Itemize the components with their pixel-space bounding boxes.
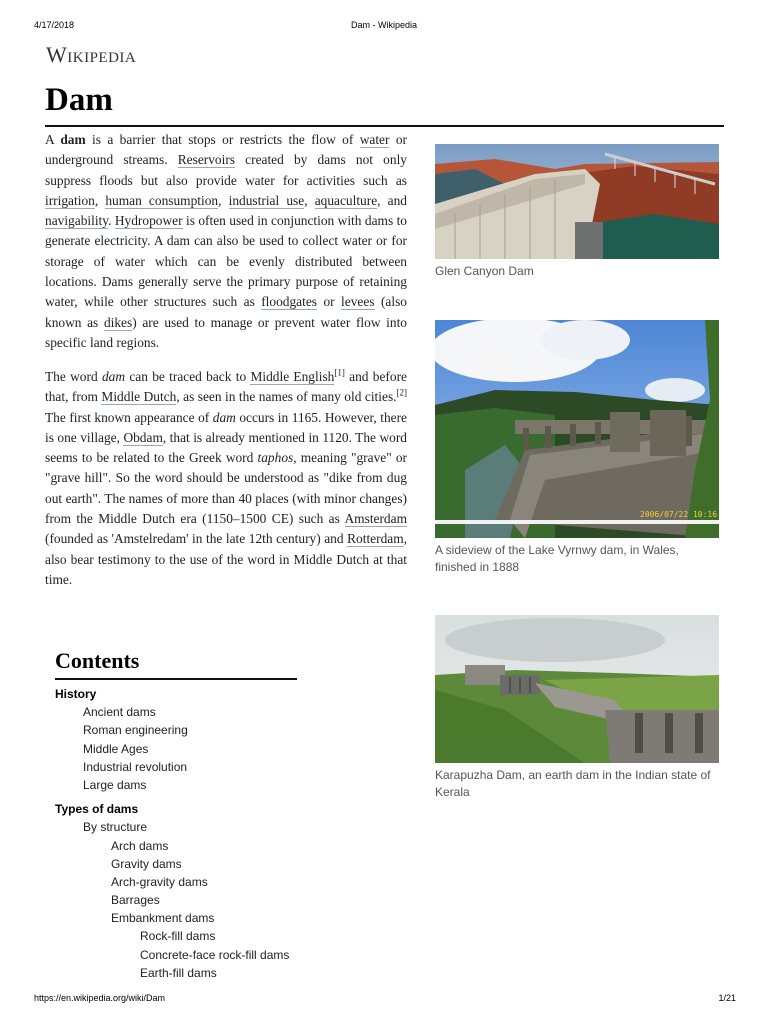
title-divider	[45, 125, 724, 127]
link-navigability[interactable]: navigability	[45, 213, 109, 229]
link-reservoirs[interactable]: Reservoirs	[177, 152, 236, 168]
link-middle-dutch[interactable]: Middle Dutch	[101, 389, 177, 405]
link-industrial-use[interactable]: industrial use	[228, 192, 305, 208]
link-rotterdam[interactable]: Rotterdam	[347, 531, 404, 547]
figure-caption: Glen Canyon Dam	[435, 264, 534, 278]
link-floodgates[interactable]: floodgates	[261, 294, 317, 310]
toc-item[interactable]: Gravity dams	[111, 856, 182, 871]
figure-glen-canyon-dam	[435, 144, 719, 280]
bold-term-dam: dam	[60, 132, 86, 147]
link-human-consumption[interactable]: human consumption	[105, 192, 219, 208]
wikipedia-logo[interactable]: Wikipedia	[46, 42, 137, 67]
toc-item[interactable]: Earth-fill dams	[140, 965, 217, 980]
link-dikes[interactable]: dikes	[103, 314, 133, 330]
toc-item[interactable]: Industrial revolution	[83, 759, 188, 774]
contents-heading: Contents	[55, 648, 297, 680]
link-irrigation[interactable]: irrigation	[45, 192, 95, 208]
toc-list	[55, 685, 297, 982]
page-title: Dam	[45, 82, 113, 118]
toc-item[interactable]: Types of dams	[55, 802, 139, 817]
link-hydropower[interactable]: Hydropower	[114, 213, 183, 229]
toc-item[interactable]: Large dams	[83, 777, 147, 792]
figure-karapuzha-dam	[435, 615, 719, 801]
link-water[interactable]: water	[359, 132, 390, 147]
link-obdam[interactable]: Obdam	[123, 429, 163, 445]
link-middle-english[interactable]: Middle English	[250, 369, 335, 384]
print-date: 4/17/2018	[34, 20, 75, 30]
etymology-paragraph: The word dam can be traced back to Middle English[1] and before that, from Middle Dutch, as seen in the names of many old cities.[2] The first known appearance of dam occurs in 1165. However, there is one village, Obdam, that is already mentioned in 1120. The word seems to be related to the Greek word taphos, meaning "grave" or "grave hill". So the word should be understood as "dike from dug out earth". The names of more than 40 places (with minor changes) from the Middle Dutch era (1150–1500 CE) such as Amsterdam (founded as 'Amstelredam' in the late 12th century) and Rotterdam, also bear testimony to the use of the word in Middle Dutch at that time.	[45, 367, 408, 587]
link-aquaculture[interactable]: aquaculture	[314, 192, 378, 208]
figure-caption: A sideview of the Lake Vyrnwy dam, in Wales, finished in 1888	[435, 543, 679, 574]
table-of-contents	[55, 648, 297, 982]
photo-date-stamp: 2006/07/22 10:16	[640, 510, 718, 519]
toc-item[interactable]: Barrages	[111, 893, 160, 908]
link-levees[interactable]: levees	[341, 294, 375, 310]
link-amsterdam[interactable]: Amsterdam	[344, 511, 407, 527]
toc-item[interactable]: Ancient dams	[83, 705, 156, 720]
lake-vyrnwy-dam-photo[interactable]	[435, 320, 719, 538]
figure-caption: Karapuzha Dam, an earth dam in the Indian state of Kerala	[435, 768, 711, 799]
print-url: https://en.wikipedia.org/wiki/Dam	[34, 993, 166, 1003]
toc-item[interactable]: Roman engineering	[83, 723, 188, 738]
toc-item[interactable]: Embankment dams	[111, 911, 215, 926]
toc-item[interactable]: By structure	[83, 820, 148, 835]
intro-paragraph: A dam is a barrier that stops or restricts the flow of water or underground streams. Reservoirs created by dams not only suppress floods but also provide water for activities such as irrigation, human consumption, industrial use, aquaculture, and navigability. Hydropower is often used in conjunction with dams to generate electricity. A dam can also be used to collect water or for storage of water which can be evenly distributed between locations. Dams generally serve the primary purpose of retaining water, while other structures such as floodgates or levees (also known as dikes) are used to manage or prevent water flow into specific land regions.	[45, 132, 407, 350]
toc-item[interactable]: Middle Ages	[83, 741, 149, 756]
toc-item[interactable]: Rock-fill dams	[140, 929, 216, 944]
print-tab-title: Dam - Wikipedia	[350, 20, 417, 30]
toc-item[interactable]: Concrete-face rock-fill dams	[140, 947, 290, 962]
toc-item[interactable]: Arch dams	[111, 838, 169, 853]
glen-canyon-dam-photo[interactable]	[435, 144, 719, 259]
toc-item[interactable]: Arch-gravity dams	[111, 874, 208, 889]
figure-lake-vyrnwy-dam	[435, 320, 719, 576]
print-page-number: 1/21	[718, 993, 736, 1003]
karapuzha-dam-photo[interactable]	[435, 615, 719, 763]
toc-item[interactable]: History	[55, 687, 97, 701]
reference-1[interactable]: [1]	[334, 367, 345, 378]
reference-2[interactable]: [2]	[396, 387, 408, 398]
